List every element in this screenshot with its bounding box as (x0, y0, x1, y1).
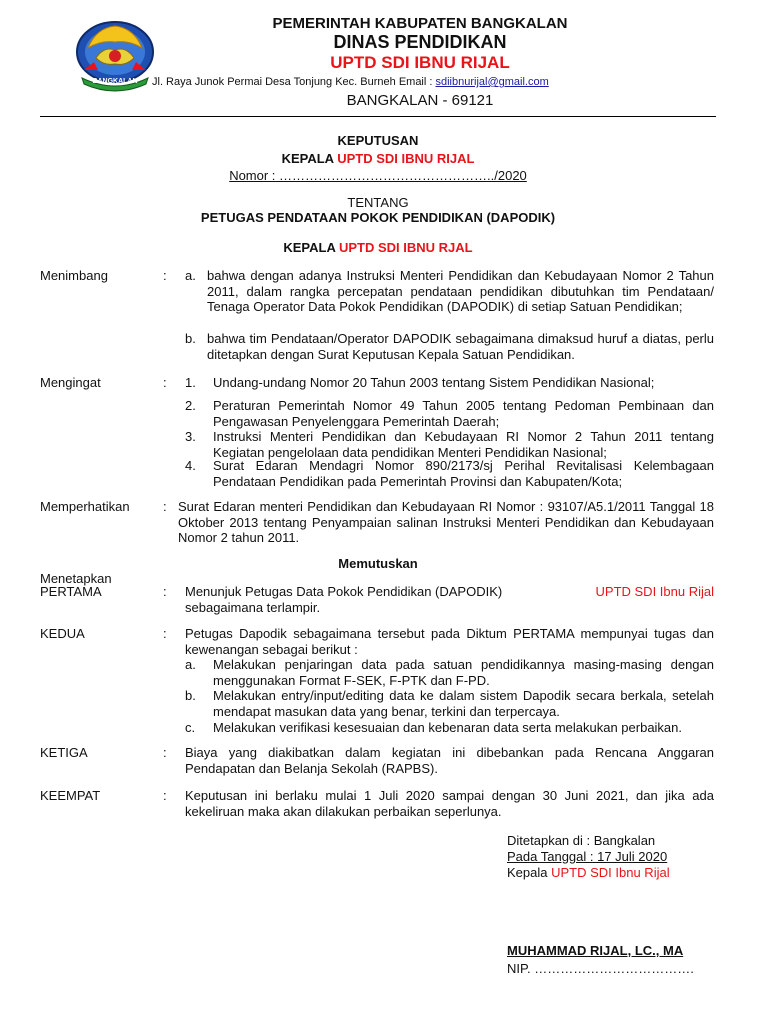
address-text: Jl. Raya Junok Permai Desa Tonjung Kec. Burneh Email : (152, 76, 433, 88)
menimbang-item-b: bahwa tim Pendataan/Operator DAPODIK sebagaimana dimaksud huruf a diatas, perlu ditetapkan dengan Surat Keputusan Kepala Satuan Pendidikan. (207, 331, 714, 362)
menetapkan-label: Menetapkan (40, 571, 112, 586)
pertama-suffix: sebagaimana terlampir. (185, 599, 321, 615)
ketiga-text: Biaya yang diakibatkan dalam kegiatan ini dibebankan pada Rencana Anggaran Pendapatan dan Belanja Sekolah (RAPBS). (185, 745, 714, 776)
kedua-intro: Petugas Dapodik sebagaimana tersebut pada Diktum PERTAMA mempunyai tugas dan kewenangan sebagai berikut : (185, 626, 714, 657)
mengingat-4-marker: 4. (185, 458, 196, 473)
mengingat-3: Instruksi Menteri Pendidikan dan Kebudayaan RI Nomor 2 Tahun 2011 tentang Kegiatan pengelolaan data pendidikan Menteri Pendidikan Nasional; (213, 429, 714, 460)
sign-place: Ditetapkan di : Bangkalan (507, 833, 656, 848)
sign-role-prefix: Kepala (507, 865, 548, 880)
menimbang-item-a: bahwa dengan adanya Instruksi Menteri Pendidikan dan Kebudayaan Nomor 2 Tahun 2011, dalam rangka percepatan pendataan pendidikan dibutuhkan tim Pendataan/ Tenaga Operator Data Pokok Pendidikan (DAPODIK) di setiap Satuan Pendidikan; (207, 268, 714, 314)
kedua-c: Melakukan verifikasi kesesuaian dan kebenaran data serta melakukan perbaikan. (213, 720, 683, 735)
menimbang-colon: : (163, 268, 167, 283)
header-rule (40, 116, 716, 117)
mengingat-2: Peraturan Pemerintah Nomor 49 Tahun 2005 tentang Pedoman Pembinaan dan Pengawasan Penyelenggara Pemerintah Daerah; (213, 398, 714, 429)
pertama-unit: UPTD SDI Ibnu Rijal (595, 584, 714, 599)
menimbang-label: Menimbang (40, 268, 108, 283)
sign-role (507, 865, 670, 881)
dept-heading: DINAS PENDIDIKAN (333, 32, 507, 52)
email-link[interactable]: sdiibnurijal@gmail.com (435, 76, 549, 88)
issuer-unit: UPTD SDI IBNU RIJAL (337, 151, 475, 166)
keempat-label: KEEMPAT (40, 788, 101, 803)
issuer-line (40, 151, 716, 166)
signatory-nip: NIP. ………………………………. (507, 961, 694, 976)
menimbang-item-b-marker: b. (185, 331, 196, 346)
logo-caption: BANGKALAN (92, 78, 138, 85)
pertama-prefix: Menunjuk Petugas Data Pokok Pendidikan (DAPODIK) (185, 584, 503, 599)
mengingat-1-marker: 1. (185, 375, 196, 390)
mengingat-1: Undang-undang Nomor 20 Tahun 2003 tentang Sistem Pendidikan Nasional; (213, 375, 655, 390)
signatory-name: MUHAMMAD RIJAL, LC., MA (507, 943, 684, 958)
issuer-prefix: KEPALA (281, 151, 334, 166)
pertama-colon: : (163, 584, 167, 599)
issuer2-prefix: KEPALA (283, 240, 336, 255)
keempat-colon: : (163, 788, 167, 803)
sign-date: Pada Tanggal : 17 Juli 2020 (507, 849, 668, 864)
mengingat-2-marker: 2. (185, 398, 196, 413)
kedua-colon: : (163, 626, 167, 641)
ketiga-colon: : (163, 745, 167, 760)
pertama-label: PERTAMA (40, 584, 102, 599)
kedua-c-marker: c. (185, 720, 196, 735)
mengingat-3-marker: 3. (185, 429, 196, 444)
sign-role-unit: UPTD SDI Ibnu Rijal (551, 865, 670, 880)
nomor: Nomor : …………………………………………../2020 (229, 168, 527, 183)
city-line: BANGKALAN - 69121 (346, 92, 494, 109)
menimbang-item-a-marker: a. (185, 268, 196, 283)
doc-type: KEPUTUSAN (337, 133, 419, 148)
keempat-text: Keputusan ini berlaku mulai 1 Juli 2020 sampai dengan 30 Juni 2021, dan jika ada kekeliruan maka akan dilakukan perbaikan seperlunya. (185, 788, 714, 819)
memperhatikan-colon: : (163, 499, 167, 514)
mengingat-label: Mengingat (40, 375, 101, 390)
unit-heading: UPTD SDI IBNU RIJAL (330, 53, 510, 72)
nomor-line (40, 168, 716, 183)
mengingat-4: Surat Edaran Mendagri Nomor 890/2173/sj Perihal Revitalisasi Kelembagaan Pendataan Pendidikan pada Pemerintah Provinsi dan Kabupaten/Kota; (213, 458, 714, 489)
mengingat-colon: : (163, 375, 167, 390)
memutuskan-heading: Memutuskan (338, 556, 418, 571)
memperhatikan-text: Surat Edaran menteri Pendidikan dan Kebudayaan RI Nomor : 93107/A5.1/2011 Tanggal 18 Oktober 2013 tentang Penyampaian salinan Instruksi Menteri Pendidikan dan Kebudayaan Nomor 2 tahun 2011. (178, 499, 714, 545)
issuer-line-2 (40, 240, 716, 255)
issuer2-unit: UPTD SDI IBNU RJAL (339, 240, 473, 255)
kedua-a: Melakukan penjaringan data pada satuan pendidikannya masing-masing dengan menggunakan Format F-SEK, F-PTK dan F-PD. (213, 657, 714, 688)
memperhatikan-label: Memperhatikan (40, 499, 130, 514)
gov-heading: PEMERINTAH KABUPATEN BANGKALAN (272, 15, 568, 32)
address-line (152, 76, 752, 88)
pertama-text (185, 584, 714, 615)
kedua-b-marker: b. (185, 688, 196, 703)
subject: PETUGAS PENDATAAN POKOK PENDIDIKAN (DAPODIK) (200, 210, 556, 225)
tentang: TENTANG (347, 195, 409, 210)
kedua-a-marker: a. (185, 657, 196, 672)
ketiga-label: KETIGA (40, 745, 88, 760)
kedua-label: KEDUA (40, 626, 85, 641)
kedua-b: Melakukan entry/input/editing data ke dalam sistem Dapodik secara berkala, setelah mendapat masukan data yang benar, terkini dan terpercaya. (213, 688, 714, 719)
